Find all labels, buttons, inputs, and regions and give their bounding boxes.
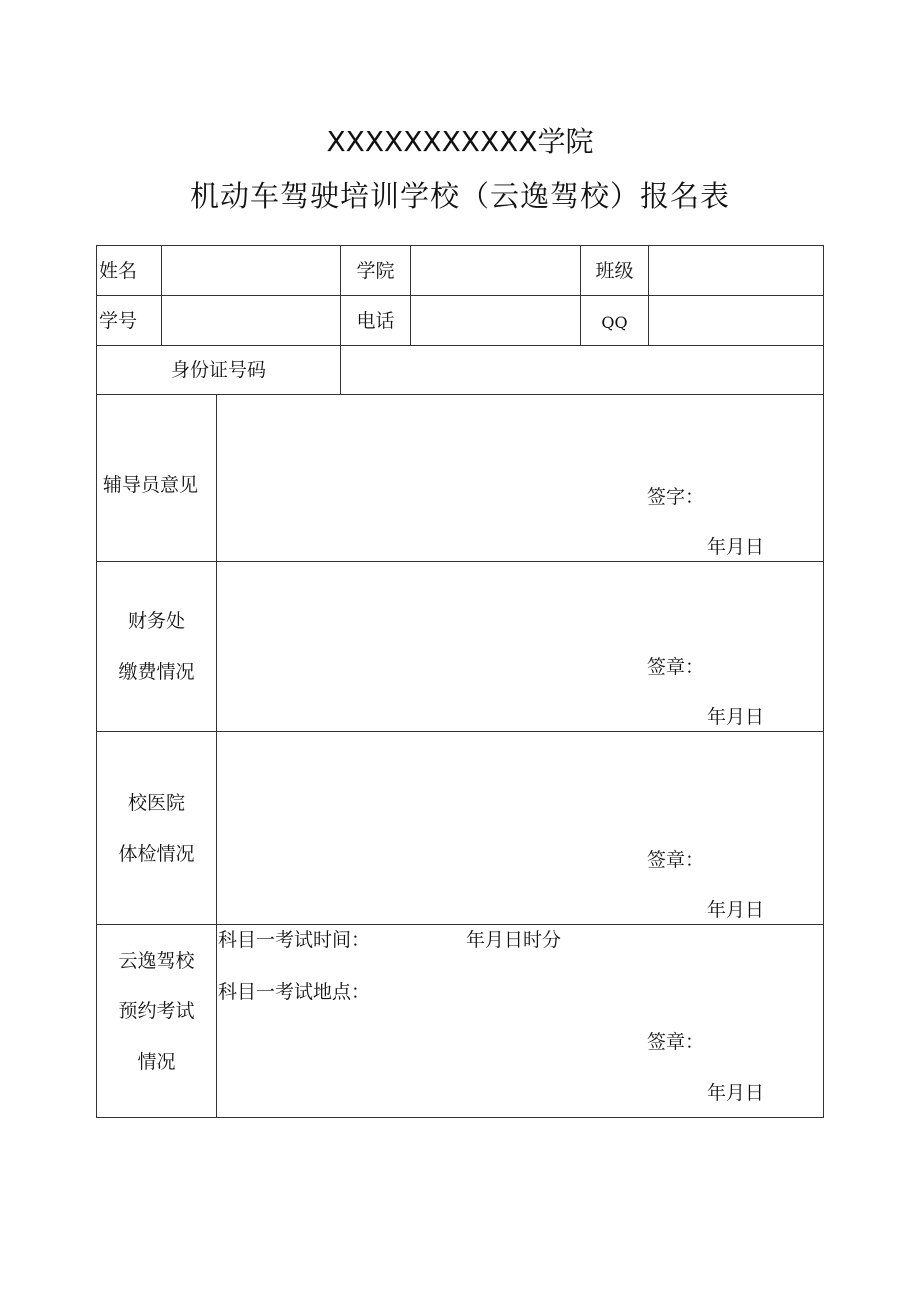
school-title: XXXXXXXXXXX学院: [326, 125, 594, 158]
row-divider: [97, 394, 823, 395]
row-divider: [97, 295, 823, 296]
finance-label-2: 缴费情况: [118, 661, 195, 683]
finance-date: 年月日: [707, 706, 765, 728]
exam-date: 年月日: [707, 1082, 765, 1104]
exam-label-1: 云逸驾校: [118, 950, 195, 972]
clinic-sign: 签章：: [647, 849, 705, 871]
row-divider: [97, 345, 823, 346]
form-title: 机动车驾驶培训学校（云逸驾校）报名表: [189, 179, 730, 213]
college-label: 学院: [356, 260, 395, 282]
col-divider: [340, 345, 341, 394]
clinic-label-2: 体检情况: [118, 843, 195, 865]
registration-form: [96, 245, 824, 1118]
qq-label: QQ: [601, 313, 628, 332]
exam-place-label: 科目一考试地点：: [218, 981, 371, 1003]
counselor-date: 年月日: [707, 536, 765, 558]
finance-label-1: 财务处: [127, 610, 185, 632]
counselor-label: 辅导员意见: [103, 474, 199, 496]
exam-time-value: 年月日时分: [466, 929, 562, 951]
col-divider: [216, 394, 217, 1118]
name-label: 姓名: [99, 260, 138, 282]
phone-label: 电话: [356, 310, 395, 332]
counselor-sign: 签字：: [647, 486, 705, 508]
clinic-date: 年月日: [707, 899, 765, 921]
exam-time-label: 科目一考试时间：: [218, 929, 371, 951]
finance-sign: 签章：: [647, 656, 705, 678]
class-label: 班级: [595, 260, 634, 282]
row-divider: [97, 561, 823, 562]
exam-label-3: 情况: [137, 1051, 176, 1073]
row-divider: [97, 731, 823, 732]
student-id-label: 学号: [99, 310, 138, 332]
row-divider: [97, 924, 823, 925]
col-divider: [410, 246, 411, 345]
clinic-label-1: 校医院: [127, 792, 185, 814]
exam-label-2: 预约考试: [118, 1000, 195, 1022]
exam-sign: 签章：: [647, 1031, 705, 1053]
col-divider: [648, 246, 649, 345]
col-divider: [161, 246, 162, 345]
id-number-label: 身份证号码: [170, 359, 266, 381]
